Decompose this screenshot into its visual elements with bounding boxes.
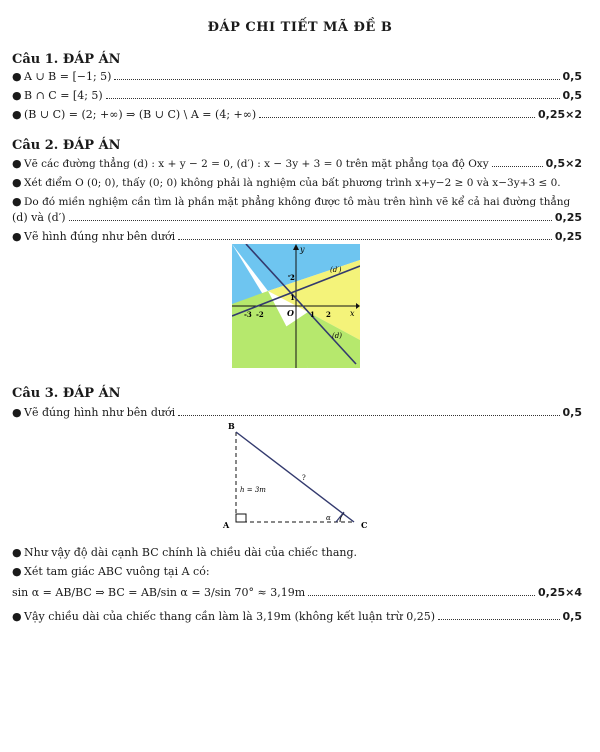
bullet: ● xyxy=(12,230,22,243)
q2-line-4-points: 0,25 xyxy=(554,230,582,243)
q3-line-1-text: Vẽ đúng hình như bên dưới xyxy=(24,406,176,419)
q2-line-3-points: 0,25 xyxy=(554,211,582,224)
origin-label: O xyxy=(287,308,294,318)
q2-line-4 xyxy=(12,230,582,243)
x-axis-label: x xyxy=(350,309,355,318)
q2-line-2-text: Xét điểm O (0; 0), thấy (0; 0) không phải là nghiệm của bất phương trình x+y−2 ≥ 0 và x−3y+3 ≤ 0. xyxy=(24,177,561,189)
q1-item-text: (B ∪ C) = (2; +∞) ⇒ (B ∪ C) \ A = (4; +∞) xyxy=(24,108,257,121)
x-tick-label: 1 xyxy=(310,310,315,319)
q3-formula-points: 0,25×4 xyxy=(537,586,582,599)
dot-leader xyxy=(69,212,552,221)
angle-label: α xyxy=(326,514,331,522)
q3-line-3 xyxy=(12,565,582,578)
q1-item-1 xyxy=(12,70,582,83)
q2-line-3a xyxy=(12,195,582,208)
dot-leader xyxy=(308,587,535,596)
q1-item-points: 0,5 xyxy=(562,70,582,83)
vertex-b: B xyxy=(228,421,235,431)
q2-line-3b-text: (d) và (d′) xyxy=(12,211,66,224)
q1-item-text: A ∪ B = [−1; 5) xyxy=(24,70,112,83)
y-axis-label: y xyxy=(300,245,305,254)
y-tick-label: 2 xyxy=(290,273,295,282)
x-tick-label: -3 xyxy=(244,310,252,319)
hypotenuse-label: ? xyxy=(302,474,306,482)
x-tick-label: 2 xyxy=(326,310,331,319)
q3-formula xyxy=(12,586,582,599)
q2-line-1-text: Vẽ các đường thẳng (d) : x + y − 2 = 0, (d′) : x − 3y + 3 = 0 trên mặt phẳng tọa độ Oxy xyxy=(24,158,489,170)
bullet: ● xyxy=(12,195,22,208)
q3-line-2 xyxy=(12,546,582,559)
triangle-figure xyxy=(214,420,374,536)
side-bc xyxy=(236,432,354,522)
bullet: ● xyxy=(12,565,22,578)
height-label: h = 3m xyxy=(240,486,266,494)
q1-item-text: B ∩ C = [4; 5) xyxy=(24,89,103,102)
line-d-label: (d) xyxy=(332,332,342,340)
q1-heading: Câu 1. ĐÁP ÁN xyxy=(12,52,121,67)
q3-heading: Câu 3. ĐÁP ÁN xyxy=(12,386,121,401)
x-tick-label: -2 xyxy=(256,310,264,319)
q2-line-3a-text: Do đó miền nghiệm cần tìm là phần mặt phẳng không được tô màu trên hình vẽ kể cả hai đường thẳng xyxy=(24,196,571,208)
q3-line-3-text: Xét tam giác ABC vuông tại A có: xyxy=(24,565,210,578)
q2-line-1-points: 0,5×2 xyxy=(545,157,582,170)
bullet: ● xyxy=(12,108,22,121)
dot-leader xyxy=(438,611,559,620)
dot-leader xyxy=(492,158,543,167)
vertex-a: A xyxy=(223,520,230,530)
dot-leader xyxy=(259,109,535,118)
dot-leader xyxy=(114,71,559,80)
dot-leader xyxy=(178,231,552,240)
bullet: ● xyxy=(12,610,22,623)
q2-line-1 xyxy=(12,157,582,170)
bullet: ● xyxy=(12,546,22,559)
y-tick-label: 1 xyxy=(290,293,295,302)
q3-line-2-text: Như vậy độ dài cạnh BC chính là chiều dài của chiếc thang. xyxy=(24,546,358,559)
bullet: ● xyxy=(12,89,22,102)
bullet: ● xyxy=(12,176,22,189)
q2-line-3b xyxy=(12,211,582,224)
vertex-c: C xyxy=(361,520,368,530)
bullet: ● xyxy=(12,157,22,170)
q1-item-2 xyxy=(12,89,582,102)
line-d-prime-label: (d′) xyxy=(330,266,342,274)
bullet: ● xyxy=(12,406,22,419)
page-title: ĐÁP CHI TIẾT MÃ ĐỀ B xyxy=(207,20,393,35)
q1-item-points: 0,5 xyxy=(562,89,582,102)
q3-line-4-text: Vậy chiều dài của chiếc thang cần làm là 3,19m (không kết luận trừ 0,25) xyxy=(24,610,436,623)
q3-formula-text: sin α = AB/BC ⇒ BC = AB/sin α = 3/sin 70° ≈ 3,19m xyxy=(12,586,306,599)
q2-line-2 xyxy=(12,176,582,189)
q3-line-1 xyxy=(12,406,582,419)
q2-heading: Câu 2. ĐÁP ÁN xyxy=(12,138,121,153)
q3-line-1-points: 0,5 xyxy=(562,406,582,419)
bullet: ● xyxy=(12,70,22,83)
q3-line-4 xyxy=(12,610,582,623)
q2-line-4-text: Vẽ hình đúng như bên dưới xyxy=(24,230,176,243)
dot-leader xyxy=(106,90,560,99)
inequality-graph xyxy=(232,244,360,368)
right-angle-mark xyxy=(236,514,246,522)
q3-line-4-points: 0,5 xyxy=(562,610,582,623)
dot-leader xyxy=(178,407,559,416)
q1-item-3 xyxy=(12,108,582,121)
q1-item-points: 0,25×2 xyxy=(537,108,582,121)
